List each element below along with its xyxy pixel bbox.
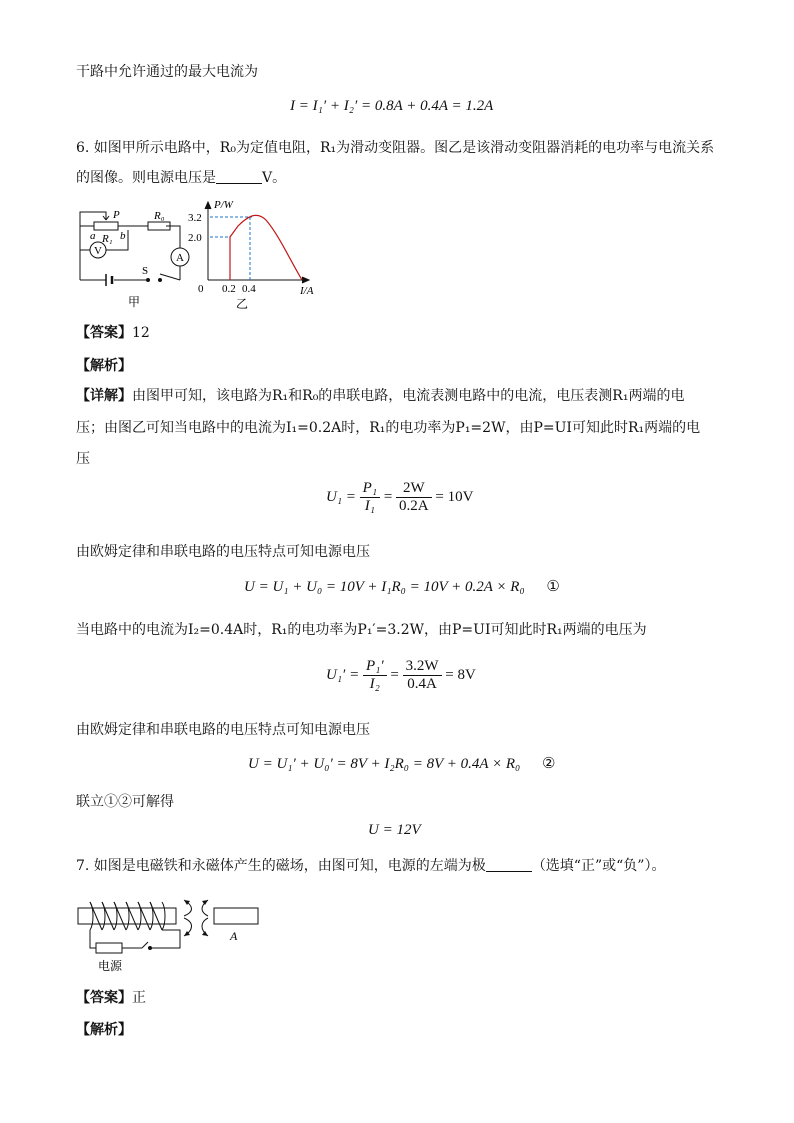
q6-line-i2: 当电路中的电流为I₂=0.4A时，R₁的电功率为P₁′=3.2W，由P=UI可知此时R₁两端的电压为 (76, 622, 647, 638)
eq-u1-den1: I₁ (364, 498, 375, 514)
equation-final: U = 12V (368, 822, 421, 838)
voltmeter-label: V (94, 245, 102, 257)
eq-u1-lhs: U₁ = (326, 488, 356, 505)
q7-answer-label: 【答案】 (76, 990, 132, 1006)
equation-u1-prime: U₁′ = $\frac{\text{P₁′}}{\text{I₂}}$ = $\frac{3.2W}{0.4A}$ = 8V (326, 658, 476, 692)
q6-analysis-label (76, 356, 132, 376)
eq-u1p-lhs: U₁′ = (326, 666, 360, 683)
eq-u1p-rhs: = 8V (445, 666, 476, 683)
ammeter-label: A (176, 252, 184, 264)
q7-answer-blank (486, 857, 532, 872)
power-current-graph-yi (188, 196, 326, 312)
q7-text-after-blank: （选填“正”或“负”）。 (531, 858, 666, 874)
power-curve (230, 215, 302, 280)
eq-u1p-num1: P₁′ (363, 658, 387, 676)
eq-u1-frac2 (396, 480, 432, 515)
q7-analysis-heading: 【解析】 (76, 1022, 132, 1038)
label-r1: R₁ (102, 233, 113, 245)
q6-detail-text1: 由图甲可知，该电路为R₁和R₀的串联电路，电流表测电路中的电流，电压表测R₁两端的电 (132, 388, 685, 404)
ytick-2-0: 2.0 (188, 232, 202, 244)
eq-series1-text: U = U₁ + U₀ = 10V + I₁R₀ = 10V + 0.2A × R₀ (244, 579, 525, 595)
eq-series2-mark: ② (541, 756, 556, 772)
eq-u1p-den1: I₂ (369, 676, 380, 692)
eq-u1p-num2: 3.2W (403, 658, 442, 676)
label-p: P (113, 209, 120, 221)
power-source-label: 电源 (98, 959, 123, 973)
q6-text-line1: 6. 如图甲所示电路中，R₀为定值电阻，R₁为滑动变阻器。图乙是该滑动变阻器消耗的电功率与电流关系 (76, 140, 715, 156)
q7-answer (76, 988, 146, 1008)
eq-u1-den2: 0.2A (399, 498, 429, 514)
q6-answer-label: 【答案】 (76, 325, 132, 341)
eq-u1p-den2: 0.4A (407, 676, 437, 692)
q6-detail-line1 (76, 386, 684, 406)
q7-analysis-label (76, 1020, 132, 1040)
ytick-3-2: 3.2 (188, 212, 202, 224)
q6-ohm-line2: 由欧姆定律和串联电路的电压特点可知电源电压 (76, 722, 370, 738)
label-s: S (142, 265, 149, 277)
magnet-label-a: A (230, 929, 238, 943)
q6-text-line2 (76, 168, 286, 188)
eq-u1-num2: 2W (396, 480, 432, 498)
label-r0: R₀ (154, 210, 165, 222)
q6-text-after-blank: V。 (262, 170, 287, 186)
equation-series2 (248, 754, 555, 773)
q7-text (76, 856, 665, 876)
eq-u1-rhs: = 10V (435, 488, 474, 505)
q6-detail-label: 【详解】 (76, 388, 132, 404)
q6-ohm-line1: 由欧姆定律和串联电路的电压特点可知电源电压 (76, 544, 370, 560)
caption-jia: 甲 (128, 295, 141, 309)
circuit-diagram-jia (76, 206, 196, 312)
xtick-0-2: 0.2 (222, 283, 236, 295)
eq-u1-num1: P₁ (360, 480, 380, 498)
q6-text-before-blank: 的图像。则电源电压是 (76, 170, 216, 186)
q7-text-before-blank: 7. 如图是电磁铁和永磁体产生的磁场，由图可知，电源的左端为极 (76, 858, 486, 874)
q6-answer-blank (216, 169, 262, 184)
q6-detail-line2: 压；由图乙可知当电路中的电流为I₁=0.2A时，R₁的电功率为P₁=2W，由P=UI可知此时R₁两端的电 (76, 420, 701, 436)
q7-answer-value: 正 (132, 990, 146, 1006)
label-b: b (120, 230, 126, 242)
label-a: a (90, 230, 96, 242)
caption-yi: 乙 (236, 297, 249, 311)
q6-detail-line3: 压 (76, 451, 90, 467)
equation-total-current: I = I₁′ + I₂′ = 0.8A + 0.4A = 1.2A (290, 98, 494, 114)
graph-origin: 0 (198, 283, 204, 295)
equation-series1 (244, 577, 560, 596)
q6-answer-value: 12 (132, 325, 150, 341)
xtick-0-4: 0.4 (242, 283, 256, 295)
eq-u1-frac1 (360, 480, 380, 515)
q6-analysis-heading: 【解析】 (76, 358, 132, 374)
graph-xlabel: I/A (300, 285, 314, 297)
equation-u1: U₁ = $\frac{\text{P₁}}{\text{I₁}}$ = $\frac{2W}{0.2A}$ = 10V (326, 480, 474, 514)
eq-u1p-frac1 (363, 658, 387, 693)
q6-combine-line: 联立①②可解得 (76, 794, 174, 810)
graph-ylabel: P/W (214, 199, 233, 211)
q6-answer (76, 323, 150, 343)
eq-u1p-frac2 (403, 658, 442, 693)
eq-series1-mark: ① (546, 579, 560, 595)
electromagnet-diagram (76, 888, 266, 974)
intro-line: 干路中允许通过的最大电流为 (76, 64, 258, 80)
eq-series2-text: U = U₁′ + U₀′ = 8V + I₂R₀ = 8V + 0.4A × R₀ (248, 756, 521, 772)
